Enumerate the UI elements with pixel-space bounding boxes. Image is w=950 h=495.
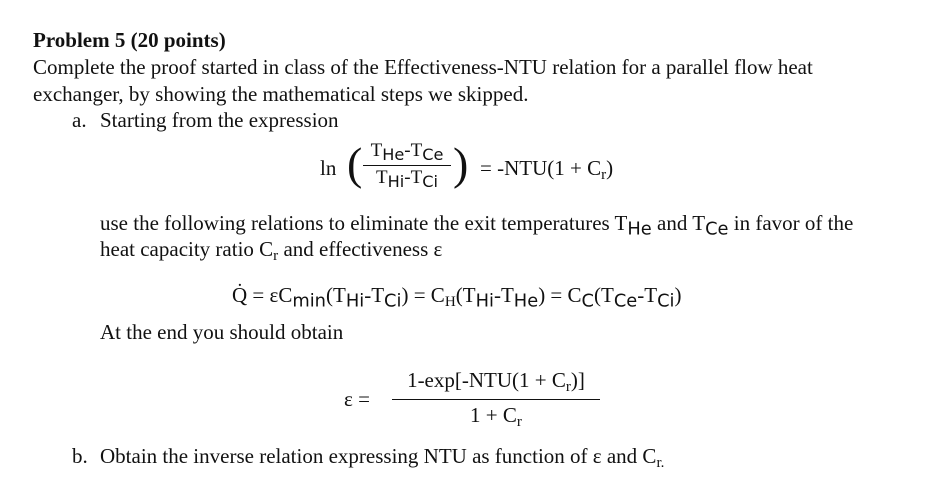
effectiveness-denominator: $1 + C_r$ <box>470 402 522 430</box>
part-a-lead: Starting from the expression <box>100 108 339 132</box>
right-paren: ) <box>453 138 469 189</box>
fraction-denominator: $T_{Hi}-T_{Ci}$ <box>376 167 438 192</box>
equation-rhs: = $-NTU(1 + C_r)$ <box>480 156 614 183</box>
fraction-numerator: $T_{He}-T_{Ce}$ <box>370 140 444 165</box>
relations-line-2: heat capacity ratio $C_r$ and effectiveness ε <box>100 237 443 264</box>
effectiveness-fraction-bar <box>392 399 600 400</box>
temperature-ratio-fraction <box>363 140 451 191</box>
equation-heat-rate: Q̇ = $\varepsilon Cmin(THi-TCi) = C_H(THi-THe) = CC(TCe-TCi)$ <box>232 283 682 312</box>
effectiveness-fraction <box>392 368 600 431</box>
effectiveness-lhs: ε = <box>344 387 370 411</box>
intro-line-1: Complete the proof started in class of the Effectiveness-NTU relation for a parallel flow heat <box>33 55 813 79</box>
end-text: At the end you should obtain <box>100 320 344 344</box>
problem-title: Problem 5 (20 points) <box>33 28 226 52</box>
ln-operator: ln <box>320 156 337 180</box>
left-paren: ( <box>347 138 363 189</box>
effectiveness-numerator: $1-\exp[-NTU(1 + C_r)]$ <box>407 368 585 395</box>
intro-line-2: exchanger, by showing the mathematical steps we skipped. <box>33 82 529 106</box>
part-b-text: Obtain the inverse relation expressing NTU as function of ε and $C_{r.}$ <box>100 444 665 471</box>
relations-line-1: use the following relations to eliminate the exit temperatures THe and TCe in favor of the <box>100 211 854 240</box>
part-b-label: b. <box>72 444 88 468</box>
fraction-bar <box>363 165 451 166</box>
part-a-label: a. <box>72 108 87 132</box>
